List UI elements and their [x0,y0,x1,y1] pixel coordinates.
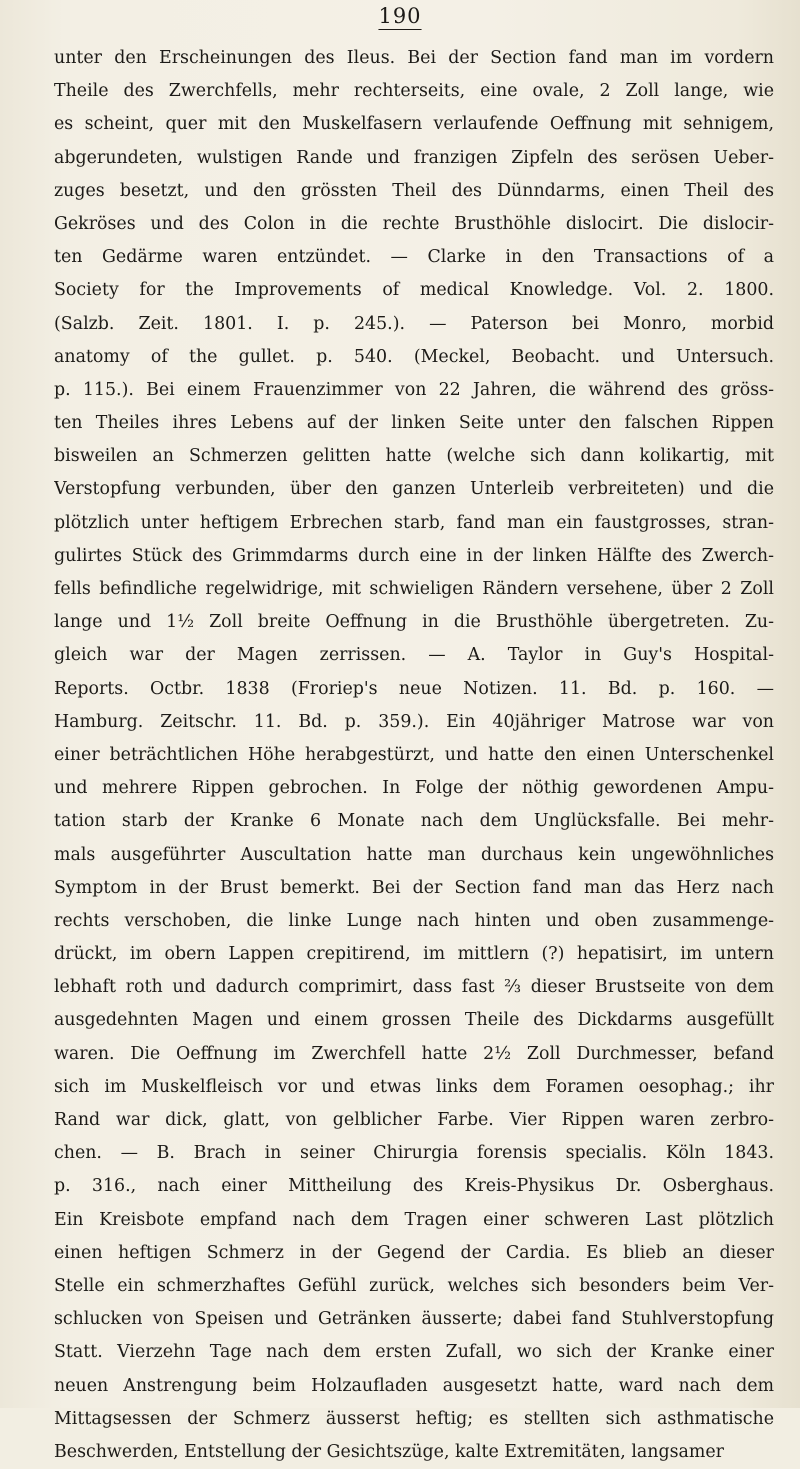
text-line: gulirtes Stück des Grimmdarms durch eine in der linken Hälfte des Zwerch- [54,545,774,566]
text-line: neuen Anstrengung beim Holzaufladen ausgesetzt hatte, ward nach dem [54,1375,774,1396]
text-line: ten Gedärme waren entzündet. — Clarke in den Transactions of a [54,247,774,268]
text-line: unter den Erscheinungen des Ileus. Bei der Section fand man im vordern [54,48,774,68]
text-line: chen. — B. Brach in seiner Chirurgia forensis specialis. Köln 1843. [54,1143,774,1164]
text-line: rechts verschoben, die linke Lunge nach hinten und oben zusammenge- [54,910,774,931]
text-line: abgerundeten, wulstigen Rande und franzigen Zipfeln des serösen Ueber- [54,147,774,168]
text-line: bisweilen an Schmerzen gelitten hatte (welche sich dann kolikartig, mit [54,446,774,467]
text-line: schlucken von Speisen und Getränken äusserte; dabei fand Stuhlverstopfung [54,1309,774,1330]
text-line: Mittagsessen der Schmerz äusserst heftig; es stellten sich asthmatische [54,1408,774,1429]
text-line: Verstopfung verbunden, über den ganzen Unterleib verbreiteten) und die [54,479,774,500]
text-line: Symptom in der Brust bemerkt. Bei der Section fand man das Herz nach [54,877,774,898]
text-line: Ein Kreisbote empfand nach dem Tragen einer schweren Last plötzlich [54,1209,774,1230]
text-line: drückt, im obern Lappen crepitirend, im mittlern (?) hepatisirt, im untern [54,944,774,965]
text-line: p. 316., nach einer Mittheilung des Kreis-Physikus Dr. Osberghaus. [54,1176,774,1197]
text-line: tation starb der Kranke 6 Monate nach dem Unglücksfalle. Bei mehr- [54,811,774,832]
text-line: lange und 1½ Zoll breite Oeffnung in die Brusthöhle übergetreten. Zu- [54,612,774,633]
page-number: 190 [378,4,422,28]
text-line: plötzlich unter heftigem Erbrechen starb, fand man ein faustgrosses, stran- [54,512,774,533]
text-line: Theile des Zwerchfells, mehr rechterseits, eine ovale, 2 Zoll lange, wie [54,81,774,102]
body-text [54,42,774,1469]
text-line: Stelle ein schmerzhaftes Gefühl zurück, welches sich besonders beim Ver- [54,1275,774,1296]
text-line: p. 115.). Bei einem Frauenzimmer von 22 Jahren, die während des gröss- [54,379,774,400]
text-line: Reports. Octbr. 1838 (Froriep's neue Notizen. 11. Bd. p. 160. — [54,678,774,699]
text-line: ten Theiles ihres Lebens auf der linken Seite unter den falschen Rippen [54,413,774,434]
text-line: und mehrere Rippen gebrochen. In Folge der nöthig gewordenen Ampu- [54,778,774,799]
text-line: sich im Muskelfleisch vor und etwas links dem Foramen oesophag.; ihr [54,1076,774,1097]
text-line: gleich war der Magen zerrissen. — A. Taylor in Guy's Hospital- [54,645,774,666]
text-line: einen heftigen Schmerz in der Gegend der Cardia. Es blieb an dieser [54,1242,774,1263]
text-line: einer beträchtlichen Höhe herabgestürzt, und hatte den einen Unterschenkel [54,744,774,765]
text-line: Beschwerden, Entstellung der Gesichtszüge, kalte Extremitäten, langsamer [54,1441,724,1462]
text-line: waren. Die Oeffnung im Zwerchfell hatte 2½ Zoll Durchmesser, befand [54,1043,774,1064]
text-line: Society for the Improvements of medical Knowledge. Vol. 2. 1800. [54,280,774,301]
text-line: Statt. Vierzehn Tage nach dem ersten Zufall, wo sich der Kranke einer [54,1342,774,1363]
text-line: es scheint, quer mit den Muskelfasern verlaufende Oeffnung mit sehnigem, [54,114,774,135]
text-line: ausgedehnten Magen und einem grossen Theile des Dickdarms ausgefüllt [54,1010,774,1031]
text-line: zuges besetzt, und den grössten Theil des Dünndarms, einen Theil des [54,180,774,201]
text-line: lebhaft roth und dadurch comprimirt, dass fast ⅔ dieser Brustseite von dem [54,977,774,998]
text-line: Rand war dick, glatt, von gelblicher Farbe. Vier Rippen waren zerbro- [54,1110,774,1130]
text-line: Hamburg. Zeitschr. 11. Bd. p. 359.). Ein 40jähriger Matrose war von [54,711,774,732]
text-line: Gekröses und des Colon in die rechte Brusthöhle dislocirt. Die dislocir- [54,213,774,234]
text-line: (Salzb. Zeit. 1801. I. p. 245.). — Paterson bei Monro, morbid [54,313,774,334]
text-line: anatomy of the gullet. p. 540. (Meckel, Beobacht. und Untersuch. [54,346,774,367]
text-line: fells befindliche regelwidrige, mit schwieligen Rändern versehene, über 2 Zoll [54,579,774,599]
text-line: mals ausgeführter Auscultation hatte man durchaus kein ungewöhnliches [54,844,774,865]
